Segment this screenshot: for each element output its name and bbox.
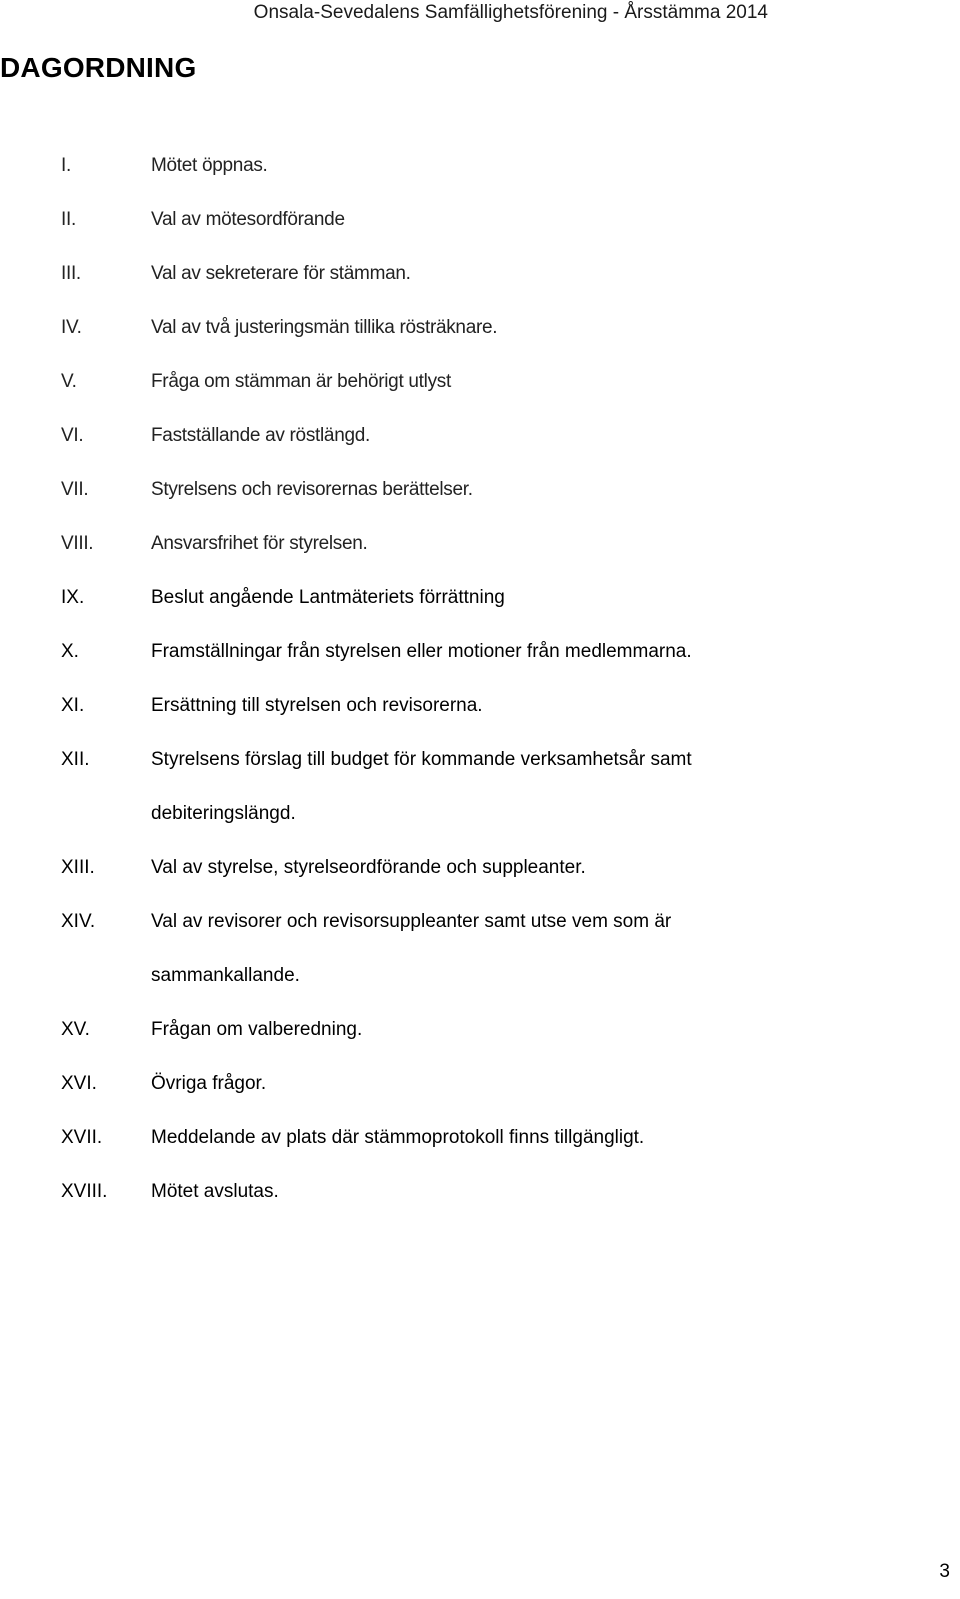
- agenda-item-number: II.: [61, 209, 76, 230]
- agenda-item-text: Styrelsens förslag till budget för kommande verksamhetsår samt: [151, 749, 692, 770]
- agenda-item-text: Meddelande av plats där stämmoprotokoll finns tillgängligt.: [151, 1127, 645, 1148]
- agenda-item-text: Val av två justeringsmän tillika rösträknare.: [151, 317, 498, 338]
- agenda-item-number: VII.: [61, 479, 89, 500]
- page-title: DAGORDNING: [0, 52, 197, 83]
- agenda-item-number: VIII.: [61, 533, 94, 554]
- page-number: 3: [939, 1561, 950, 1582]
- agenda-item-number: XIV.: [61, 911, 96, 932]
- agenda-item-continuation: sammankallande.: [151, 965, 300, 986]
- agenda-item-text: Ersättning till styrelsen och revisorerna.: [151, 695, 483, 716]
- running-header: Onsala-Sevedalens Samfällighetsförening - Årsstämma 2014: [253, 2, 768, 23]
- agenda-item-text: Frågan om valberedning.: [151, 1019, 363, 1040]
- agenda-item-text: Ansvarsfrihet för styrelsen.: [151, 533, 368, 554]
- agenda-item-number: IX.: [61, 587, 85, 608]
- agenda-item-number: XIII.: [61, 857, 95, 878]
- agenda-item-continuation: debiteringslängd.: [151, 803, 296, 824]
- agenda-item-text: Övriga frågor.: [151, 1073, 267, 1094]
- agenda-item-number: XII.: [61, 749, 90, 770]
- agenda-item-text: Val av sekreterare för stämman.: [151, 263, 411, 284]
- agenda-item-text: Mötet avslutas.: [151, 1181, 279, 1202]
- agenda-item-number: VI.: [61, 425, 84, 446]
- agenda-item-text: Val av mötesordförande: [151, 209, 345, 230]
- agenda-item-text: Styrelsens och revisorernas berättelser.: [151, 479, 473, 500]
- agenda-item-number: V.: [61, 371, 77, 392]
- agenda-item-number: XV.: [61, 1019, 90, 1040]
- agenda-item-number: IV.: [61, 317, 82, 338]
- agenda-item-text: Mötet öppnas.: [151, 155, 268, 176]
- agenda-item-text: Beslut angående Lantmäteriets förrättning: [151, 587, 505, 608]
- agenda-item-number: III.: [61, 263, 81, 284]
- agenda-item-number: XVI.: [61, 1073, 97, 1094]
- agenda-item-text: Framställningar från styrelsen eller motioner från medlemmarna.: [151, 641, 692, 662]
- agenda-item-text: Fråga om stämman är behörigt utlyst: [151, 371, 451, 392]
- agenda-item-text: Val av revisorer och revisorsuppleanter samt utse vem som är: [151, 911, 672, 932]
- agenda-item-number: XVIII.: [61, 1181, 108, 1202]
- agenda-item-number: X.: [61, 641, 79, 662]
- agenda-item-number: XVII.: [61, 1127, 103, 1148]
- agenda-item-number: I.: [61, 155, 71, 176]
- agenda-item-text: Fastställande av röstlängd.: [151, 425, 370, 446]
- agenda-item-number: XI.: [61, 695, 85, 716]
- agenda-item-text: Val av styrelse, styrelseordförande och suppleanter.: [151, 857, 586, 878]
